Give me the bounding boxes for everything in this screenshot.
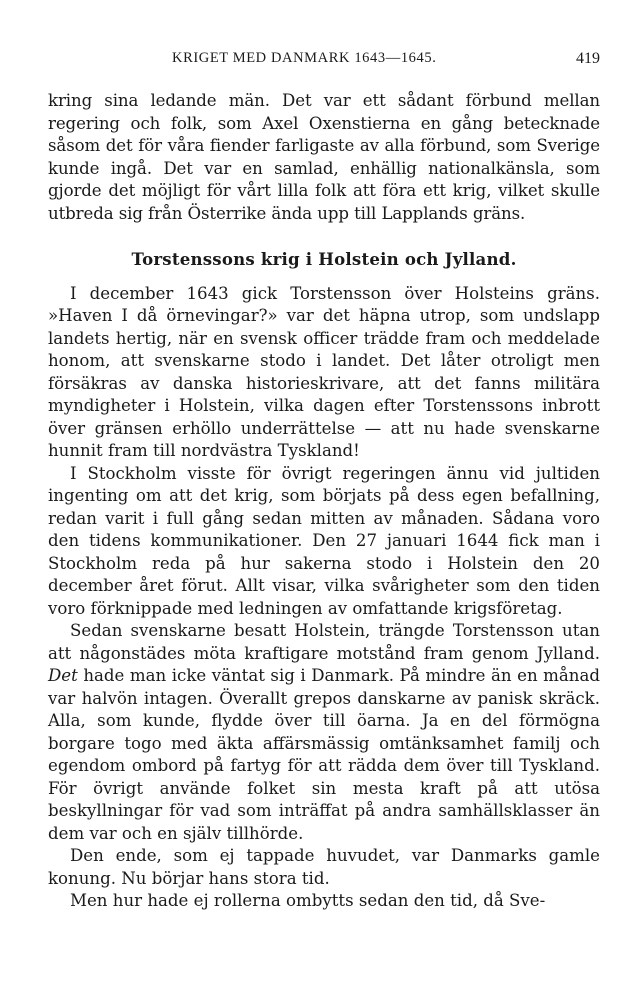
page-number: 419 [576,50,600,67]
paragraph-4: Den ende, som ej tappade huvudet, var Danmarks gamle konung. Nu börjar hans stora tid. [48,846,600,888]
paragraph-1: I december 1643 gick Torstensson över Holsteins gräns. »Haven I då örnevingar?» var det häpna utrop, som undslapp landets hertig, när en svensk officer trädde fram och meddelade honom, att svenskarne stodo i landet. Det låter otroligt men försäkras av danska historieskrivare, att det fanns militära myndigheter i Holstein, vilka dagen efter Torstenssons inbrott över gränsen erhöllo underrättelse — att nu hade svenskarne hunnit fram till nordvästra Tyskland! [48,283,600,460]
running-title: KRIGET MED DANMARK 1643—1645. [172,50,437,66]
section-heading: Torstenssons krig i Holstein och Jylland. [131,249,517,269]
paragraph-3: Sedan svenskarne besatt Holstein, trängde Torstensson utan att någonstädes möta kraftigare motstånd fram genom Jylland. Det hade man icke väntat sig i Danmark. På mindre än en månad var halvön intagen. Överallt grepos danskarne av panisk skräck. Alla, som kunde, flydde över till öarna. Ja en del förmögna borgare togo med äkta affärsmässig omtänksamhet familj och egendom ombord på fartyg för att rädda dem över till Tyskland. För övrigt använde folket sin mesta kraft på att utösa beskyllningar för vad som inträffat på andra samhällsklasser än dem var och en själv tillhörde. [48,621,600,843]
emphasis-word: Det [48,666,78,685]
paragraph-2: I Stockholm visste för övrigt regeringen ännu vid jultiden ingenting om att det krig, som börjats på dess egen befallning, redan varit i full gång sedan mitten av månaden. Sådana voro den tidens kommunikationer. Den 27 januari 1644 fick man i Stockholm reda på hur sakerna stodo i Holstein den 20 december året förut. Allt visar, vilka svårigheter som den tiden voro förknippade med ledningen av omfattande krigsföretag. [48,463,600,618]
intro-paragraph: kring sina ledande män. Det var ett sådant förbund mellan regering och folk, som Axel Oxenstierna en gång betecknade såsom det för våra fiender farligaste av alla förbund, som Sverige kunde ingå. Det var en samlad, enhällig nationalkänsla, som gjorde det möjligt för vårt lilla folk att föra ett krig, vilket skulle utbreda sig från Österrike ända upp till Lapplands gräns. [48,91,600,223]
page-header [48,50,600,72]
paragraph-5: Men hur hade ej rollerna ombytts sedan den tid, då Sve- [70,891,546,910]
body-text [48,90,600,913]
